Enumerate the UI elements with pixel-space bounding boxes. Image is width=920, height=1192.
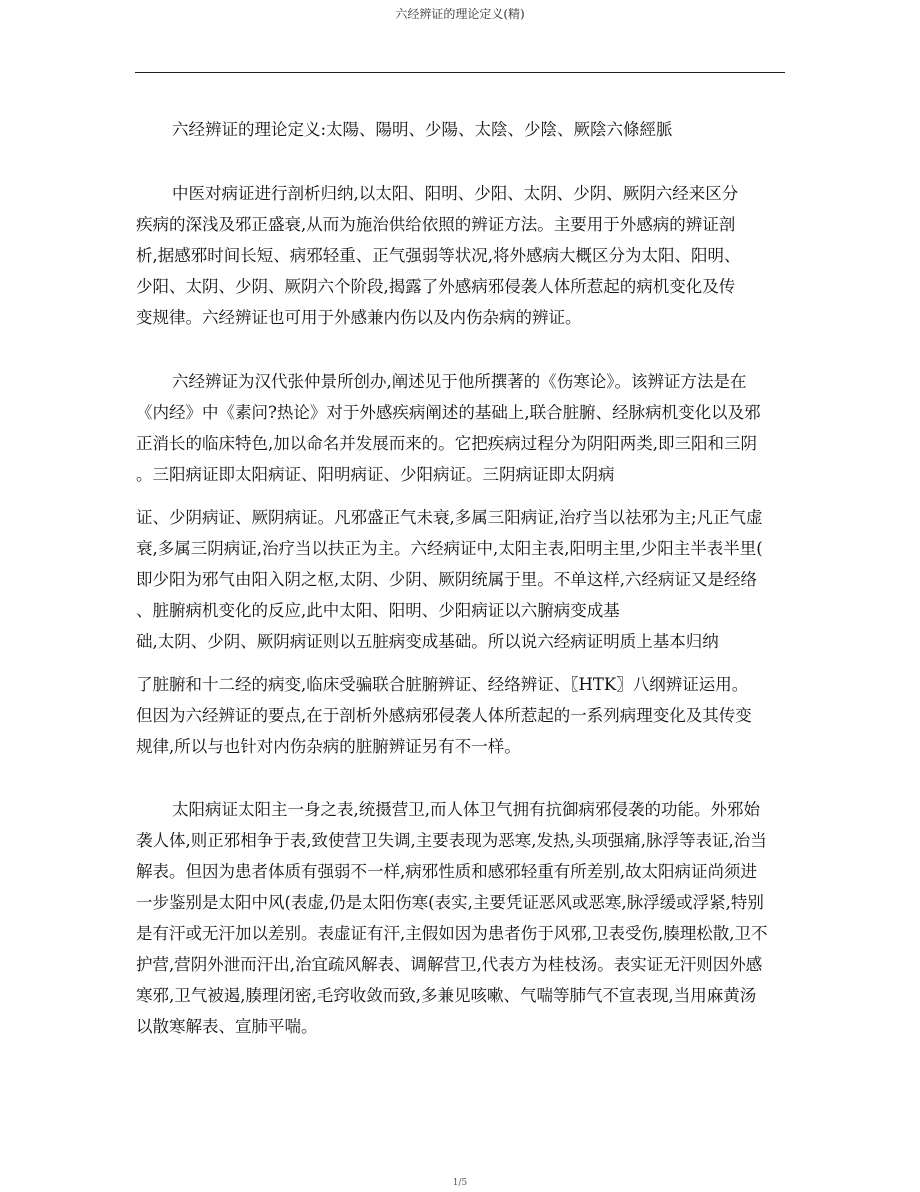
- paragraph-line: 衰,多属三阴病证,治疗当以扶正为主。六经病证中,太阳主表,阳明主里,少阳主半表半里(: [136, 539, 763, 558]
- paragraph-line: 一步鉴别是太阳中风(表虚,仍是太阳伤寒(表实,主要凭证恶风或恶寒,脉浮缓或浮紧,特别: [136, 893, 764, 912]
- page-number: 1/5: [452, 1178, 468, 1188]
- paragraph-line: 础,太阴、少阴、厥阴病证则以五脏病变成基础。所以说六经病证明质上基本归纳: [136, 632, 719, 651]
- paragraph-line: 疾病的深浅及邪正盛衰,从而为施治供给依照的辨证方法。主要用于外感病的辨证剖: [136, 215, 736, 234]
- document-heading: 六经辨证的理论定义:太陽、陽明、少陽、太陰、少陰、厥陰六條經脈: [172, 120, 673, 139]
- paragraph-line: 以散寒解表、宣肺平喘。: [136, 1017, 318, 1036]
- paragraph-line: 了脏腑和十二经的病变,临床受骗联合脏腑辨证、经络辨证、〖HTK〗八纲辨证运用。: [136, 675, 749, 694]
- paragraph-line: 护营,营阴外泄而汗出,治宜疏风解表、调解营卫,代表方为桂枝汤。表实证无汗则因外感: [136, 955, 763, 974]
- paragraph-line: 。三阳病证即太阳病证、阳明病证、少阳病证。三阴病证即太阴病: [136, 465, 615, 484]
- running-header: 六经辨证的理论定义(精): [395, 7, 525, 21]
- paragraph-line: 太阳病证太阳主一身之表,统摄营卫,而人体卫气拥有抗御病邪侵袭的功能。外邪始: [172, 800, 760, 819]
- paragraph-line: 析,据感邪时间长短、病邪轻重、正气强弱等状况,将外感病大概区分为太阳、阳明、: [136, 246, 741, 265]
- paragraph-line: 中医对病证进行剖析归纳,以太阳、阳明、少阳、太阴、少阴、厥阴六经来区分: [172, 184, 739, 203]
- paragraph-line: 、脏腑病机变化的反应,此中太阳、阳明、少阳病证以六腑病变成基: [136, 601, 620, 620]
- paragraph-line: 寒邪,卫气被遏,腠理闭密,毛窍收敛而致,多兼见咳嗽、气喘等肺气不宣表现,当用麻黄汤: [136, 986, 757, 1005]
- paragraph-line: 少阳、太阴、少阴、厥阴六个阶段,揭露了外感病邪侵袭人体所惹起的病机变化及传: [136, 277, 736, 296]
- paragraph-line: 是有汗或无汗加以差别。表虚证有汗,主假如因为患者伤于风邪,卫表受伤,腠理松散,卫不: [136, 924, 768, 943]
- paragraph-line: 六经辨证为汉代张仲景所创办,阐述见于他所撰著的《伤寒论》。该辨证方法是在: [172, 372, 747, 391]
- paragraph-line: 解表。但因为患者体质有强弱不一样,病邪性质和感邪轻重有所差别,故太阳病证尚须进: [136, 862, 757, 881]
- header-rule: [135, 72, 785, 73]
- paragraph-line: 变规律。六经辨证也可用于外感兼内伤以及内伤杂病的辨证。: [136, 308, 582, 327]
- paragraph-line: 正消长的临床特色,加以命名并发展而来的。它把疾病过程分为阴阳两类,即三阳和三阴: [136, 434, 757, 453]
- paragraph-line: 袭人体,则正邪相争于表,致使营卫失调,主要表现为恶寒,发热,头项强痛,脉浮等表证,治当: [136, 831, 767, 850]
- paragraph-line: 证、少阴病证、厥阴病证。凡邪盛正气未衰,多属三阳病证,治疗当以祛邪为主;凡正气虚: [136, 508, 763, 527]
- paragraph-line: 《内经》中《素问?热论》对于外感疾病阐述的基础上,联合脏腑、经脉病机变化以及邪: [136, 403, 761, 422]
- paragraph-line: 但因为六经辨证的要点,在于剖析外感病邪侵袭人体所惹起的一系列病理变化及其传变: [136, 706, 752, 725]
- paragraph-line: 规律,所以与也针对内伤杂病的脏腑辨证另有不一样。: [136, 737, 521, 756]
- paragraph-line: 即少阳为邪气由阳入阴之枢,太阴、少阴、厥阴统属于里。不单这样,六经病证又是经络: [136, 570, 757, 589]
